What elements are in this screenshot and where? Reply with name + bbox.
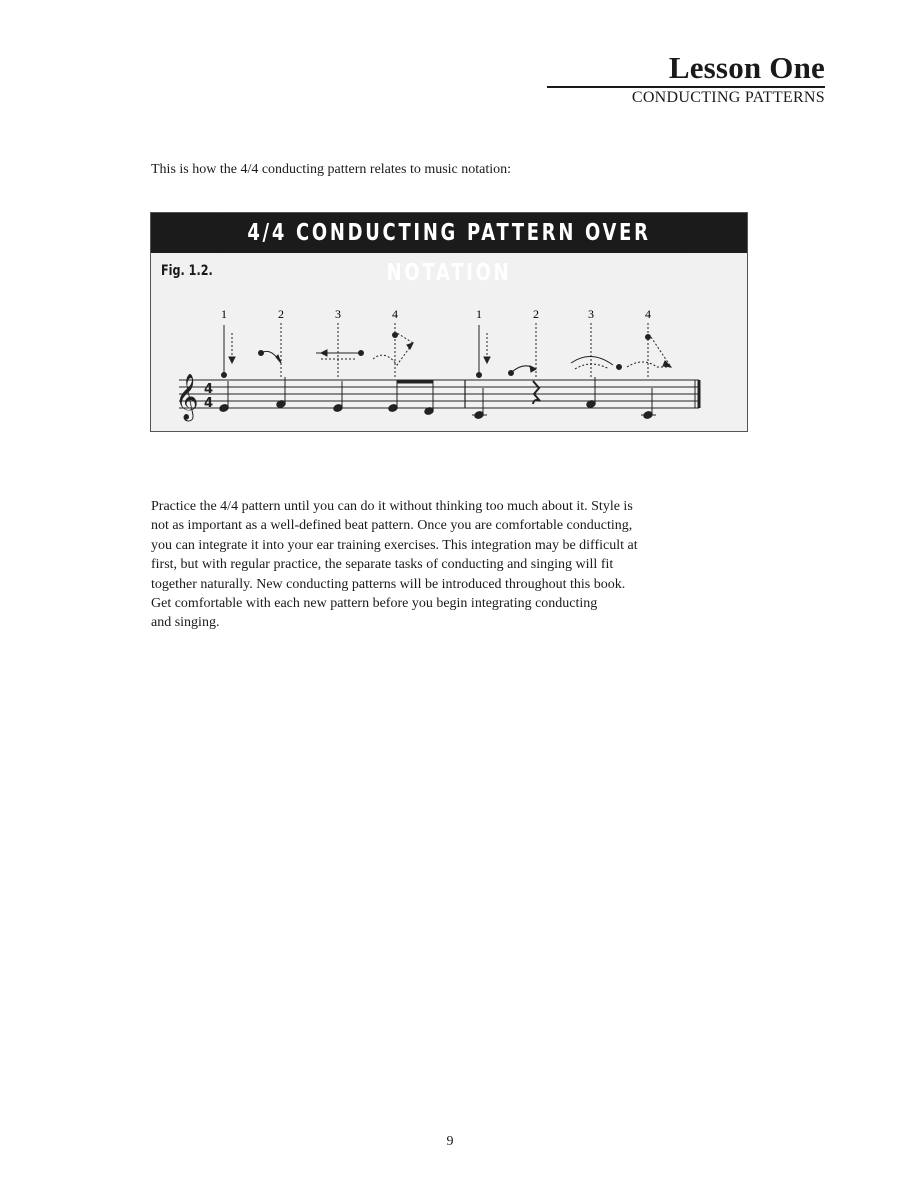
beat-number: 1 <box>221 307 227 321</box>
beat-3-diagram <box>571 323 622 377</box>
paragraph-line: Practice the 4/4 pattern until you can do it without thinking too much about it. Style is <box>151 499 633 514</box>
beat-1-downbeat-diagram <box>477 325 491 378</box>
lesson-title: Lesson One <box>668 50 825 85</box>
beat-number: 2 <box>533 307 539 321</box>
body-paragraph <box>151 497 751 633</box>
beat-2-diagram <box>259 323 282 377</box>
quarter-rest <box>533 381 540 404</box>
note <box>586 377 596 409</box>
note <box>472 388 487 420</box>
paragraph-line: first, but with regular practice, the separate tasks of conducting and singing will fit <box>151 557 614 573</box>
lesson-subtitle: CONDUCTING PATTERNS <box>631 89 825 106</box>
intro-text: This is how the 4/4 conducting pattern relates to music notation: <box>151 162 512 177</box>
note <box>276 377 286 409</box>
conducting-figure <box>150 212 748 432</box>
paragraph-line: Get comfortable with each new pattern before you begin integrating conducting <box>151 596 598 612</box>
beat-4-diagram <box>373 323 413 377</box>
beat-number: 3 <box>588 307 594 321</box>
treble-clef: 𝄞 <box>175 374 199 420</box>
time-signature-top: 4 <box>204 382 214 397</box>
beat-1-downbeat-diagram <box>222 325 236 378</box>
page-number: 9 <box>446 1134 454 1149</box>
beat-number: 4 <box>392 307 398 321</box>
beat-3-diagram <box>316 323 364 377</box>
beat-4-diagram <box>627 323 671 377</box>
beat-number: 2 <box>278 307 284 321</box>
beat-number: 3 <box>335 307 341 321</box>
note <box>641 388 656 420</box>
note <box>219 381 229 413</box>
paragraph-line: together naturally. New conducting patterns will be introduced throughout this book. <box>151 576 626 592</box>
lesson-header <box>547 50 825 108</box>
paragraph-line: you can integrate it into your ear training exercises. This integration may be difficult at <box>151 537 638 553</box>
figure-label: Fig. 1.2. <box>161 263 213 279</box>
paragraph-line: and singing. <box>151 615 220 631</box>
eighth-note-pair <box>388 380 434 416</box>
figure-banner: 4/4 CONDUCTING PATTERN OVER NOTATION <box>217 213 682 253</box>
time-signature-bottom: 4 <box>204 396 214 411</box>
notation-diagram <box>151 253 747 431</box>
beat-number: 4 <box>645 307 651 321</box>
music-staff <box>179 380 699 408</box>
beat-number: 1 <box>476 307 482 321</box>
note <box>333 381 343 413</box>
beat-2-diagram <box>509 323 537 377</box>
paragraph-line: not as important as a well-defined beat pattern. Once you are comfortable conducting, <box>151 518 633 534</box>
